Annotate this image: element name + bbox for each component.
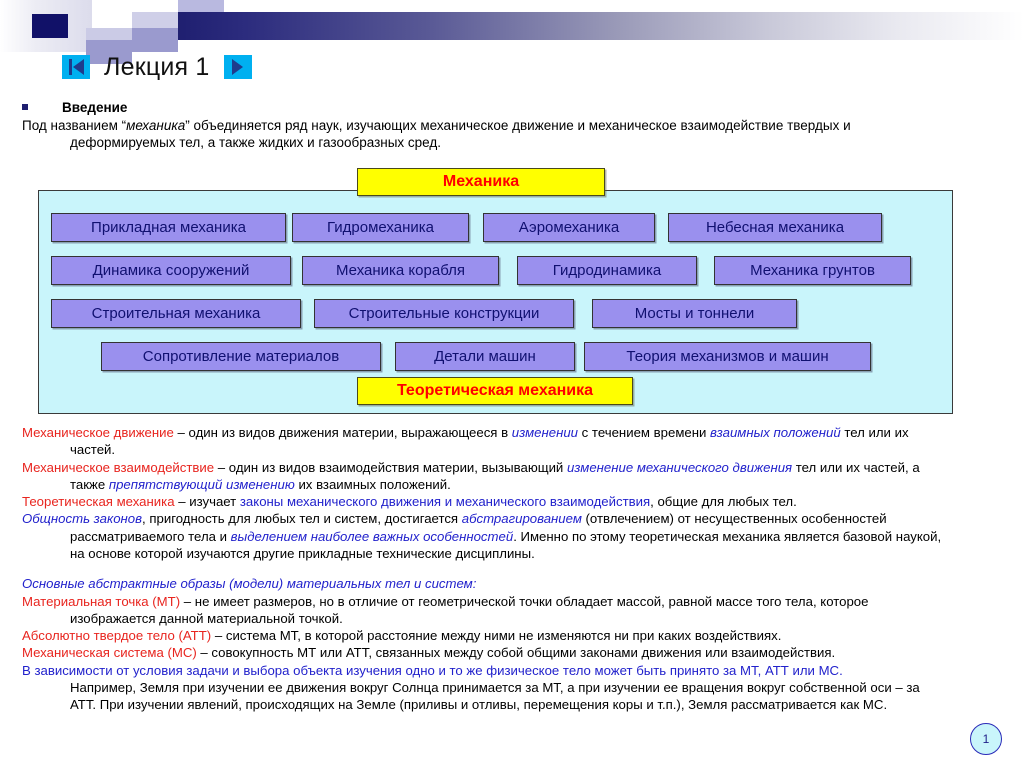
diagram-node-r1c1[interactable]: Прикладная механика <box>51 213 286 242</box>
nav-next-triangle <box>232 59 243 75</box>
p1-em1: изменении <box>511 425 579 440</box>
diagram-node-r1c2[interactable]: Гидромеханика <box>292 213 469 242</box>
p1-t1: – один из видов движения материи, выражающееся в <box>173 425 512 440</box>
nav-first-triangle <box>73 59 84 75</box>
p1-line2: частей. <box>70 442 116 458</box>
intro-text-line2: деформируемых тел, а также жидких и газообразных сред. <box>70 135 442 151</box>
diagram-node-r1c3[interactable]: Аэромеханика <box>483 213 655 242</box>
paragraph-depends-on-problem <box>22 662 1014 679</box>
intro-heading-line <box>22 100 1010 115</box>
definition-material-point <box>22 593 1014 628</box>
intro-paragraph <box>22 117 1010 152</box>
p1-em2: взаимных положений <box>710 425 841 440</box>
mechanics-hierarchy-diagram <box>38 173 953 414</box>
p1-t2: с течением времени <box>578 425 711 440</box>
definition-theoretical-mechanics <box>22 493 1014 510</box>
diagram-node-r3c1[interactable]: Строительная механика <box>51 299 301 328</box>
p4-line2 <box>22 528 1014 545</box>
header-gradient-bar <box>178 12 1024 40</box>
page-title: Лекция 1 <box>104 52 210 81</box>
deco-square-navy <box>32 14 68 38</box>
nav-first-arrow-icon[interactable] <box>62 55 90 79</box>
heading-abstract-models <box>22 575 1014 592</box>
p2-line2 <box>22 476 1014 493</box>
p2-l2a: также <box>70 476 109 492</box>
term-theoretical-mechanics: Теоретическая механика <box>22 494 175 510</box>
p2-l2b: их взаимных положений. <box>294 476 451 492</box>
diagram-node-r2c2[interactable]: Механика корабля <box>302 256 499 285</box>
deco-square-5 <box>132 28 178 52</box>
diagram-node-r4c1[interactable]: Сопротивление материалов <box>101 342 381 371</box>
p6-line2: изображается данной материальной точкой. <box>70 610 343 626</box>
term-mechanical-interaction: Механическое взаимодействие <box>22 459 215 475</box>
intro-heading: Введение <box>62 100 128 115</box>
definition-mechanical-system <box>22 644 1014 661</box>
diagram-node-r1c4[interactable]: Небесная механика <box>668 213 882 242</box>
nav-first-bar <box>69 59 72 75</box>
slide-title-row <box>62 50 252 84</box>
p1-t3: тел или их <box>840 425 909 440</box>
page-number-badge: 1 <box>970 723 1002 755</box>
intro-text-italic: механика <box>126 118 186 133</box>
p4-t2: (отвлечением) от несущественных особенностей <box>581 511 887 527</box>
body-text <box>22 424 1014 714</box>
p3-t1: – изучает <box>174 494 240 510</box>
p6-t1: – не имеет размеров, но в отличие от геометрической точки обладает массой, равной массе того тела, которое <box>180 593 869 609</box>
p4-line3: на основе которой изучаются другие прикладные технические дисциплины. <box>70 545 535 561</box>
term-mechanical-motion: Механическое движение <box>22 425 174 440</box>
p5-heading: Основные абстрактные образы (модели) материальных тел и систем: <box>22 576 477 592</box>
nav-next-arrow-icon[interactable] <box>224 55 252 79</box>
p3-em1: законы механического движения и механического взаимодействия <box>239 494 651 510</box>
text-spacer <box>22 562 1014 575</box>
definition-mechanical-interaction <box>22 459 1014 494</box>
term-mechanical-system: Механическая система (МС) <box>22 645 197 661</box>
p2-t2: тел или их частей, а <box>792 459 920 475</box>
intro-text-b: ” объединяется ряд наук, изучающих механическое движение и механическое взаимодействие твердых и <box>185 118 851 133</box>
p7-t1: – система МТ, в которой расстояние между ними не изменяются ни при каких воздействиях. <box>211 628 782 644</box>
p4-em-lead: Общность законов <box>22 511 143 527</box>
p2-t1: – один из видов взаимодействия материи, вызывающий <box>214 459 567 475</box>
diagram-node-r2c3[interactable]: Гидродинамика <box>517 256 697 285</box>
term-material-point: Материальная точка (МТ) <box>22 593 181 609</box>
paragraph-generality-of-laws <box>22 510 1014 562</box>
p8-t1: – совокупность МТ или АТТ, связанных между собой общими законами движения или взаимодействия. <box>196 645 836 661</box>
diagram-node-r2c4[interactable]: Механика грунтов <box>714 256 911 285</box>
p4-l2em: выделением наиболее важных особенностей <box>230 528 514 544</box>
square-bullet-icon <box>22 104 28 110</box>
diagram-node-r2c1[interactable]: Динамика сооружений <box>51 256 291 285</box>
diagram-node-r3c3[interactable]: Мосты и тоннели <box>592 299 797 328</box>
p4-t1: , пригодность для любых тел и систем, достигается <box>142 511 462 527</box>
diagram-node-r4c2[interactable]: Детали машин <box>395 342 575 371</box>
diagram-bottom-node[interactable]: Теоретическая механика <box>357 377 633 405</box>
diagram-node-r4c3[interactable]: Теория механизмов и машин <box>584 342 871 371</box>
p10-line2: АТТ. При изучении явлений, происходящих на Земле (приливы и отливы, перемещения коры и т.п.), Земля рассматривается как МС. <box>70 697 888 713</box>
p10-line1: Например, Земля при изучении ее движения вокруг Солнца принимается за МТ, а при изучении ее вращения вокруг собственной оси – за <box>70 679 920 695</box>
paragraph-earth-example <box>22 679 1014 714</box>
header-decoration <box>0 0 1024 52</box>
definition-rigid-body <box>22 627 1014 644</box>
p2-em1: изменение механического движения <box>566 459 793 475</box>
p2-l2em: препятствующий изменению <box>108 476 295 492</box>
p9-blue: В зависимости от условия задачи и выбора объекта изучения одно и то же физическое тело может быть принято за МТ, АТТ или МС. <box>22 662 843 678</box>
definition-mechanical-motion <box>22 424 1014 459</box>
p4-l2b: . Именно по этому теоретическая механика является базовой наукой, <box>513 528 942 544</box>
p3-t2: , общие для любых тел. <box>650 494 797 510</box>
p4-em1: абстрагированием <box>461 511 582 527</box>
intro-text-a: Под названием “ <box>22 118 127 133</box>
diagram-top-node[interactable]: Механика <box>357 168 605 196</box>
p4-l2a: рассматриваемого тела и <box>70 528 231 544</box>
diagram-node-r3c2[interactable]: Строительные конструкции <box>314 299 574 328</box>
intro-block <box>22 100 1010 152</box>
term-rigid-body: Абсолютно твердое тело (АТТ) <box>22 628 212 644</box>
